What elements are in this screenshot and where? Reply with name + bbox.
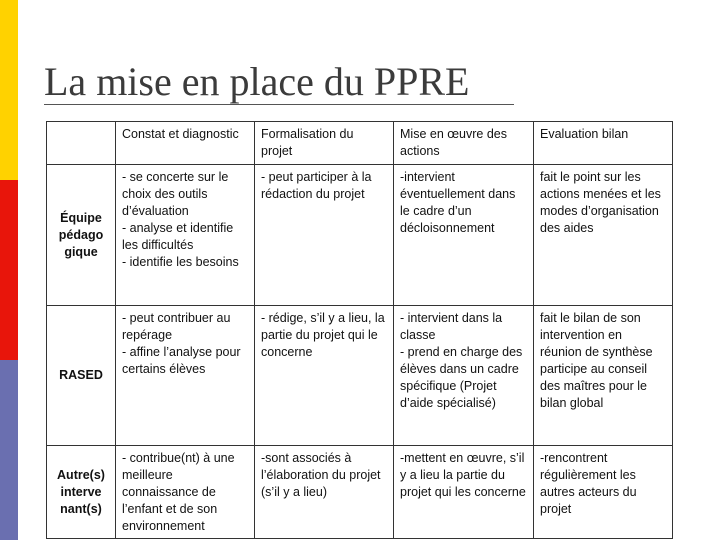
- table-row: [47, 306, 673, 446]
- table-row: [47, 165, 673, 306]
- header-formalisation: Formalisation du projet: [255, 122, 394, 165]
- table-cell: - peut participer à la rédaction du projet: [255, 165, 394, 306]
- accent-bar-yellow: [0, 0, 18, 180]
- ppre-table: [46, 121, 673, 539]
- table-cell: - intervient dans la classe - prend en charge des élèves dans un cadre spécifique (Projet d’aide spécialisé): [394, 306, 534, 446]
- table-cell: fait le point sur les actions menées et les modes d’organisation des aides: [534, 165, 673, 306]
- table-cell: - peut contribuer au repérage - affine l’analyse pour certains élèves: [116, 306, 255, 446]
- header-evaluation: Evaluation bilan: [534, 122, 673, 165]
- table-cell: -sont associés à l’élaboration du projet (s’il y a lieu): [255, 446, 394, 539]
- table-cell: -rencontrent régulièrement les autres acteurs du projet: [534, 446, 673, 539]
- table-cell: - rédige, s’il y a lieu, la partie du projet qui le concerne: [255, 306, 394, 446]
- row-label-rased: RASED: [47, 306, 116, 446]
- table-cell: - se concerte sur le choix des outils d’évaluation - analyse et identifie les difficultés - identifie les besoins: [116, 165, 255, 306]
- header-constat: Constat et diagnostic: [116, 122, 255, 165]
- header-mise-en-oeuvre: Mise en œuvre des actions: [394, 122, 534, 165]
- accent-bar-red: [0, 180, 18, 360]
- row-label-autres: Autre(s) interve nant(s): [47, 446, 116, 539]
- table-cell: -intervient éventuellement dans le cadre d’un décloisonnement: [394, 165, 534, 306]
- slide-title: La mise en place du PPRE: [44, 59, 470, 104]
- title-underline: [44, 104, 514, 105]
- table-cell: - contribue(nt) à une meilleure connaissance de l’enfant et de son environnement: [116, 446, 255, 539]
- table-cell: fait le bilan de son intervention en réunion de synthèse participe au conseil des maîtres pour le bilan global: [534, 306, 673, 446]
- row-label-equipe: Équipe pédago gique: [47, 165, 116, 306]
- table-cell: -mettent en œuvre, s’il y a lieu la partie du projet qui les concerne: [394, 446, 534, 539]
- corner-cell: [47, 122, 116, 165]
- header-row: [47, 122, 673, 165]
- accent-bar-blue: [0, 360, 18, 540]
- table-row: [47, 446, 673, 539]
